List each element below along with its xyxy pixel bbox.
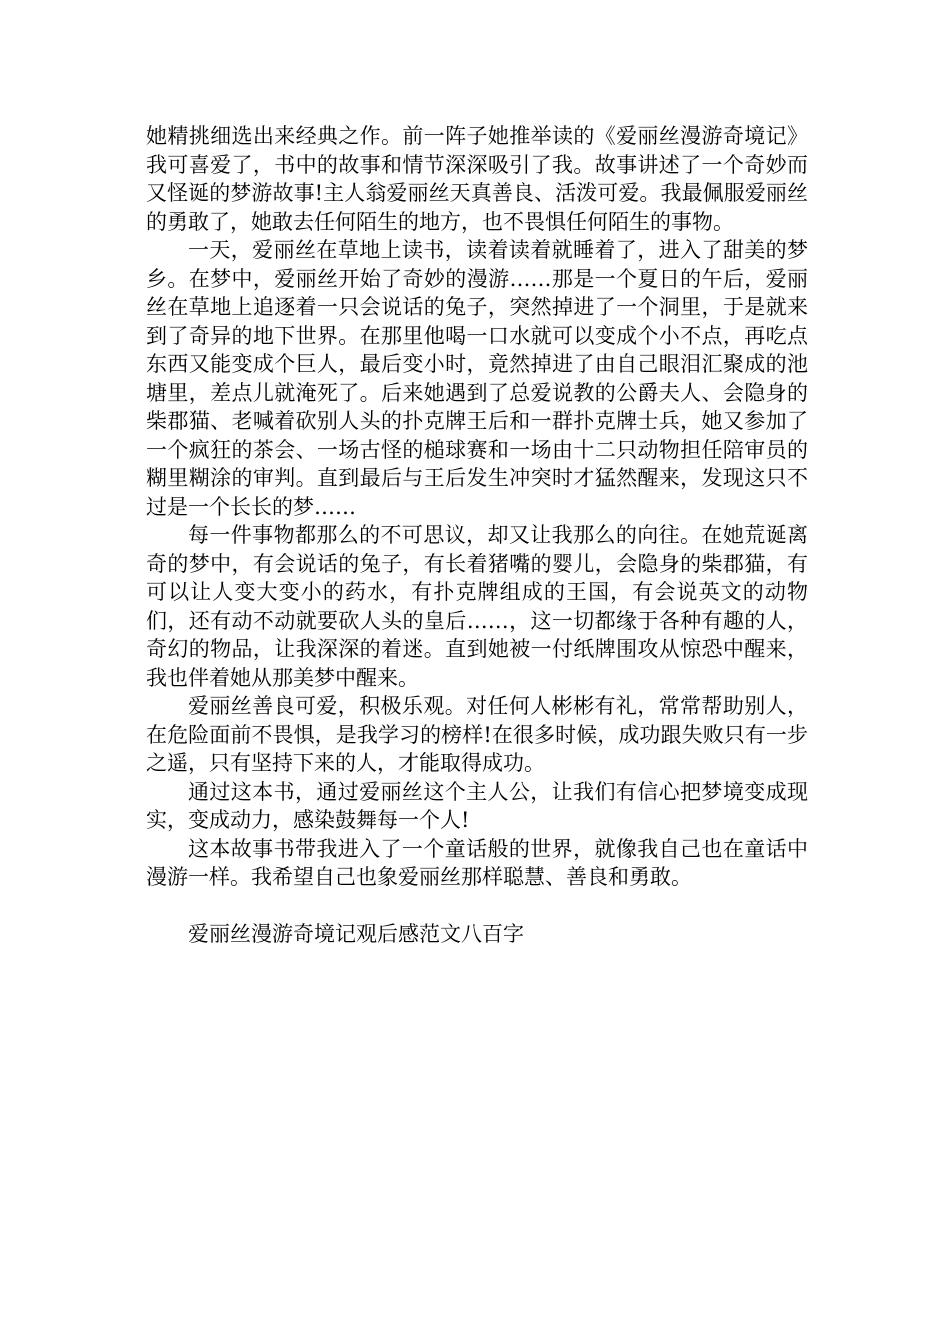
paragraph-2: 一天，爱丽丝在草地上读书，读着读着就睡着了，进入了甜美的梦乡。在梦中，爱丽丝开始了奇妙的漫游……那是一个夏日的午后，爱丽丝在草地上追逐着一只会说话的兔子，突然掉进了一个洞里，于是就来到了奇异的地下世界。在那里他喝一口水就可以变成个小不点，再吃点东西又能变成个巨人，最后变小时，竟然掉进了由自己眼泪汇聚成的池塘里，差点儿就淹死了。后来她遇到了总爱说教的公爵夫人、会隐身的柴郡猫、老喊着砍别人头的扑克牌王后和一群扑克牌士兵，她又参加了一个疯狂的茶会、一场古怪的槌球赛和一场由十二只动物担任陪审员的糊里糊涂的审判。直到最后与王后发生冲突时才猛然醒来，发现这只不过是一个长长的梦……: [146, 238, 808, 519]
paragraph-6: 这本故事书带我进入了一个童话般的世界，就像我自己也在童话中漫游一样。我希望自己也象爱丽丝那样聪慧、善良和勇敢。: [146, 836, 808, 889]
paragraph-1: 她精挑细选出来经典之作。前一阵子她推举读的《爱丽丝漫游奇境记》我可喜爱了，书中的故事和情节深深吸引了我。故事讲述了一个奇妙而又怪诞的梦游故事!主人翁爱丽丝天真善良、活泼可爱。我最佩服爱丽丝的勇敢了，她敢去任何陌生的地方，也不畏惧任何陌生的事物。: [146, 124, 808, 234]
blank-line: [146, 892, 808, 920]
paragraph-5: 通过这本书，通过爱丽丝这个主人公，让我们有信心把梦境变成现实，变成动力，感染鼓舞每一个人!: [146, 779, 808, 832]
document-page: [146, 122, 808, 948]
paragraph-4: 爱丽丝善良可爱，积极乐观。对任何人彬彬有礼，常常帮助别人，在危险面前不畏惧，是我学习的榜样!在很多时候，成功跟失败只有一步之遥，只有坚持下来的人，才能取得成功。: [146, 694, 808, 775]
next-article-title: 爱丽丝漫游奇境记观后感范文八百字: [188, 921, 524, 946]
paragraph-3: 每一件事物都那么的不可思议，却又让我那么的向往。在她荒诞离奇的梦中，有会说话的兔子，有长着猪嘴的婴儿，会隐身的柴郡猫，有可以让人变大变小的药水，有扑克牌组成的王国，有会说英文的动物们，还有动不动就要砍人头的皇后……，这一切都缘于各种有趣的人，奇幻的物品，让我深深的着迷。直到她被一付纸牌围攻从惊恐中醒来，我也伴着她从那美梦中醒来。: [146, 523, 808, 690]
